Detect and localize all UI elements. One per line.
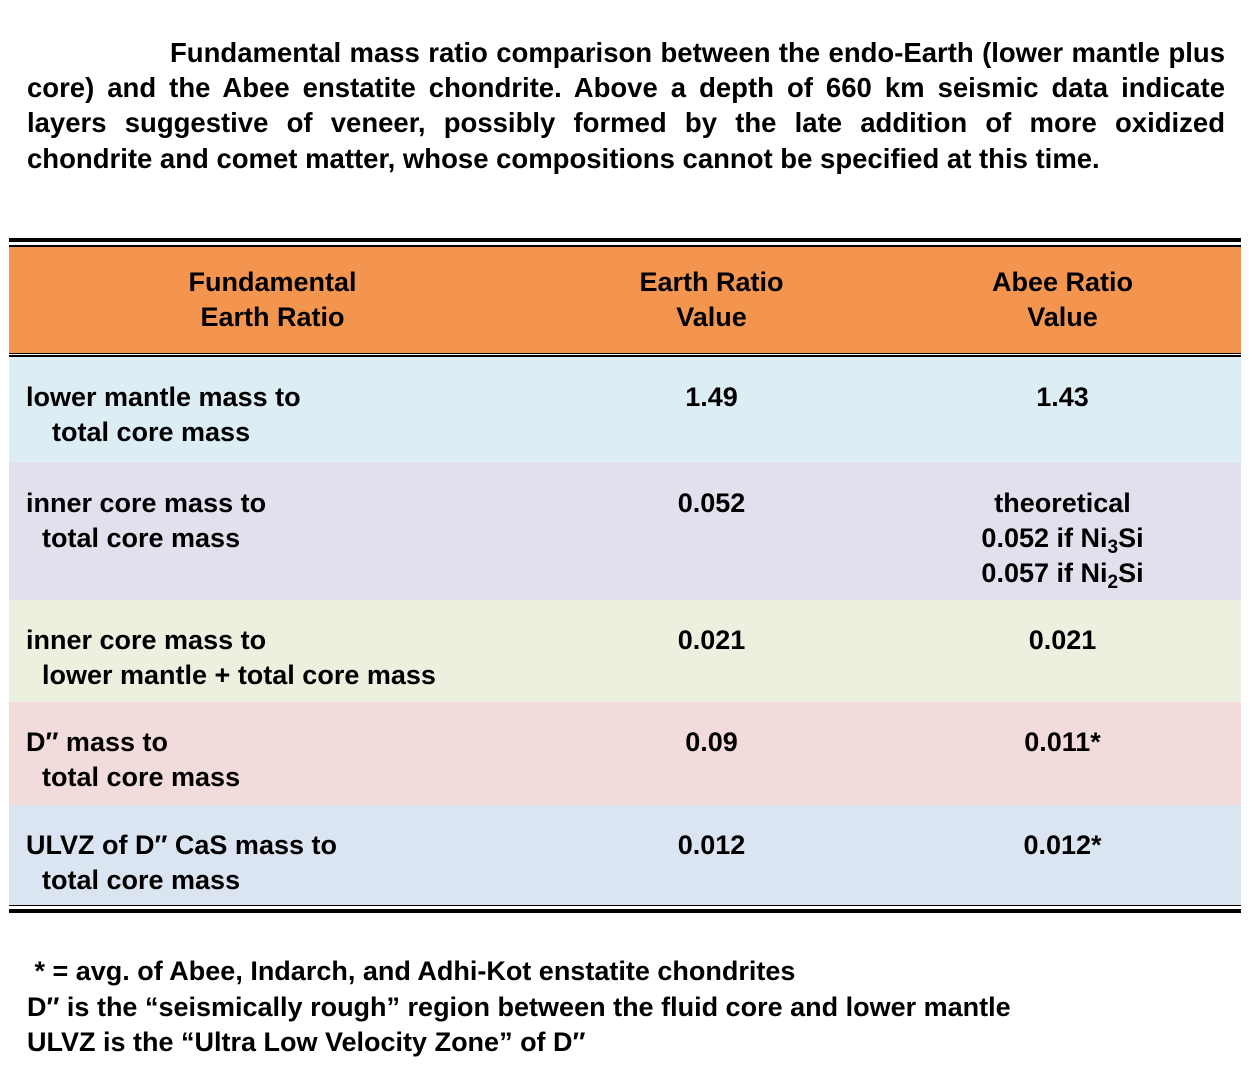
footnote-avg: * = avg. of Abee, Indarch, and Adhi-Kot enstatite chondrites [27,956,796,986]
row-abee-value: theoretical 0.052 if $Ni_3Si$ 0.057 if $Ni_2Si$ [884,463,1241,600]
table-header-row [9,247,1241,353]
header-fundamental-ratio: Fundamental Earth Ratio [188,266,357,332]
header-earth-value: Earth Ratio Value [639,266,784,332]
footnotes [27,954,1227,1061]
row-earth-value: 0.052 [677,487,746,518]
row-abee-value: 1.43 [1036,381,1089,412]
caption-text: Fundamental mass ratio comparison between the endo-Earth (lower mantle plus core) and the Abee enstatite chondrite. Above a depth of 660 km seismic data indicate layers suggestive of veneer, possibly formed by the late addition of more oxidized chondrite and comet matter, whose compositions cannot be specified at this time. [27,37,1225,174]
abee-alt-ni2si: 0.057 if $Ni_2Si$ [981,557,1144,593]
table-row [9,805,1241,905]
table-row [9,357,1241,463]
header-rule-thin [9,353,1241,355]
footnote-ulvz: ULVZ is the “Ultra Low Velocity Zone” of D″ [27,1027,586,1057]
table-bottom-rule [9,909,1241,913]
table-row [9,463,1241,600]
footnote-d-double-prime: D″ is the “seismically rough” region between the fluid core and lower mantle [27,991,1011,1022]
row-abee-value: 0.012* [1023,829,1102,860]
row-ratio-label: inner core mass to lower mantle + total core mass [26,624,436,690]
row-earth-value: 0.012 [677,829,746,860]
row-earth-value: 1.49 [685,381,738,412]
table-row [9,702,1241,805]
row-abee-value: 0.021 [1028,624,1097,655]
row-earth-value: 0.021 [677,624,746,655]
row-abee-value: 0.011* [1024,726,1101,757]
row-ratio-label: ULVZ of D″ CaS mass to total core mass [26,829,337,895]
row-ratio-label: lower mantle mass to total core mass [26,381,301,447]
ratio-table [9,238,1241,913]
row-ratio-label: D″ mass to total core mass [26,726,241,792]
row-earth-value: 0.09 [685,726,738,757]
row-ratio-label: inner core mass to total core mass [26,487,267,553]
caption [27,35,1225,176]
abee-alt-ni3si: 0.052 if $Ni_3Si$ [981,522,1144,558]
table-row [9,600,1241,702]
header-abee-value: Abee Ratio Value [991,266,1134,332]
